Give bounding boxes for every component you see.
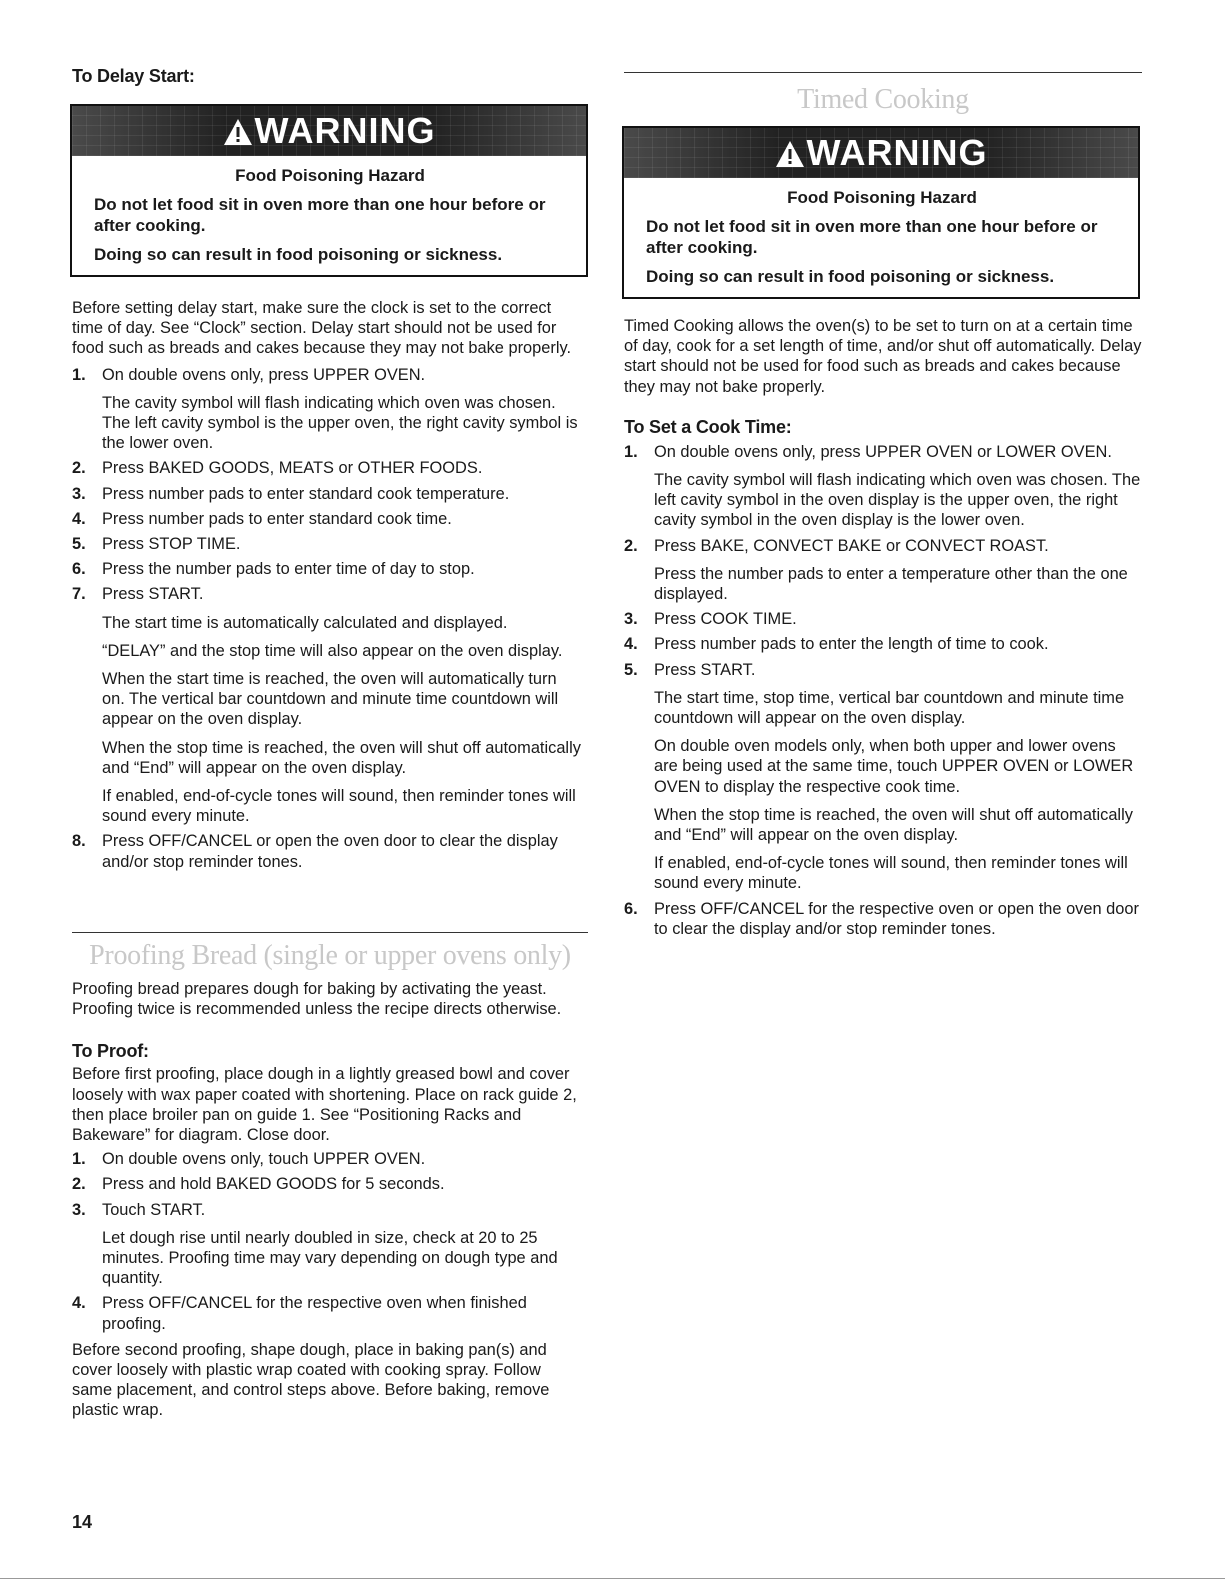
warning-word: WARNING <box>254 110 436 151</box>
step-text: Press OFF/CANCEL for the respective oven or open the oven door to clear the display and/or stop reminder tones. <box>654 899 1139 938</box>
proof-intro: Proofing bread prepares dough for baking by activating the yeast. Proofing twice is recommended unless the recipe directs otherwise. <box>72 980 562 1019</box>
step-text: Press number pads to enter standard cook temperature. <box>102 484 510 503</box>
step-detail: On double oven models only, when both upper and lower ovens are being used at the same time, touch UPPER OVEN or LOWER OVEN to display the respective cook time. <box>654 737 1134 796</box>
step-text: Press START. <box>654 660 756 679</box>
step-item <box>72 1149 584 1169</box>
section-divider <box>72 932 588 933</box>
step-number: 8. <box>72 832 86 851</box>
step-detail: If enabled, end-of-cycle tones will sound, then reminder tones will sound every minute. <box>102 787 576 826</box>
warning-box-timed <box>622 126 1140 299</box>
step-text: Press COOK TIME. <box>654 610 797 629</box>
top-divider <box>624 72 1142 73</box>
step-item <box>72 559 582 579</box>
step-text: Press START. <box>102 585 204 604</box>
step-text: Press BAKE, CONVECT BAKE or CONVECT ROAST. <box>654 536 1049 555</box>
step-item <box>624 899 1142 939</box>
step-number: 4. <box>72 509 86 528</box>
warning-line-2: Doing so can result in food poisoning or sickness. <box>94 245 503 264</box>
step-item <box>72 458 582 478</box>
step-item <box>72 509 582 529</box>
step-number: 2. <box>72 1175 86 1194</box>
timed-intro: Timed Cooking allows the oven(s) to be set to turn on at a certain time of day, cook for a set length of time, and/or shut off automatically. Delay start should not be used for food such as breads and cakes because they may not bake properly. <box>624 317 1142 396</box>
step-text: Press and hold BAKED GOODS for 5 seconds. <box>102 1175 445 1194</box>
step-text: Press OFF/CANCEL for the respective oven when finished proofing. <box>102 1294 527 1333</box>
step-item <box>624 634 1142 654</box>
proof-after: Before second proofing, shape dough, place in baking pan(s) and cover loosely with plastic wrap coated with cooking spray. Follow same placement, and control steps above. Before baking, remove plastic wrap. <box>72 1340 550 1420</box>
step-text: Press OFF/CANCEL or open the oven door to clear the display and/or stop reminder tones. <box>102 832 558 871</box>
step-detail: The start time, stop time, vertical bar countdown and minute time countdown will appear on the oven display. <box>654 688 1125 728</box>
step-item <box>72 365 582 454</box>
step-detail: When the stop time is reached, the oven will shut off automatically and “End” will appear on the oven display. <box>654 805 1133 845</box>
set-cook-time-heading: To Set a Cook Time: <box>624 416 792 437</box>
step-text: Press number pads to enter standard cook time. <box>102 509 452 528</box>
step-text: Press the number pads to enter time of day to stop. <box>102 560 475 579</box>
step-item <box>624 609 1142 629</box>
step-item <box>624 536 1142 605</box>
proofing-section-title: Proofing Bread (single or upper ovens only) <box>89 940 571 971</box>
step-text: Touch START. <box>102 1200 206 1219</box>
timed-cooking-title: Timed Cooking <box>797 84 969 115</box>
step-text: On double ovens only, touch UPPER OVEN. <box>102 1150 426 1169</box>
step-item <box>72 584 582 826</box>
step-text: On double ovens only, press UPPER OVEN or LOWER OVEN. <box>654 442 1112 461</box>
step-number: 3. <box>624 610 638 629</box>
warning-line-2: Doing so can result in food poisoning or sickness. <box>646 267 1055 286</box>
step-number: 1. <box>72 365 86 384</box>
step-item <box>72 484 582 504</box>
step-detail: When the stop time is reached, the oven will shut off automatically and “End” will appear on the oven display. <box>102 738 581 777</box>
warning-triangle-icon <box>775 140 805 168</box>
warning-banner <box>624 128 1138 178</box>
warning-title: Food Poisoning Hazard <box>787 188 977 207</box>
step-number: 7. <box>72 585 86 604</box>
step-number: 3. <box>72 484 86 503</box>
warning-line-1: Do not let food sit in oven more than one hour before or after cooking. <box>646 217 1098 257</box>
proof-steps-list <box>72 1149 584 1334</box>
step-detail: The cavity symbol will flash indicating which oven was chosen. The left cavity symbol in the oven display is the upper oven, the right cavity symbol in the oven display is the lower oven. <box>654 471 1141 530</box>
warning-box-delay <box>70 104 588 277</box>
step-detail: Let dough rise until nearly doubled in size, check at 20 to 25 minutes. Proofing time may vary depending on dough type and quantity. <box>102 1228 558 1288</box>
step-text: Press BAKED GOODS, MEATS or OTHER FOODS. <box>102 459 483 478</box>
step-item <box>72 1293 584 1333</box>
step-item <box>624 442 1142 531</box>
warning-banner <box>72 106 586 156</box>
step-number: 1. <box>72 1150 86 1169</box>
step-text: Press STOP TIME. <box>102 535 241 554</box>
step-number: 2. <box>624 536 638 555</box>
delay-start-heading: To Delay Start: <box>72 66 195 86</box>
to-proof-heading: To Proof: <box>72 1041 149 1062</box>
step-item <box>72 534 582 554</box>
delay-steps-list <box>72 365 582 872</box>
proof-before: Before first proofing, place dough in a lightly greased bowl and cover loosely with wax paper coated with shortening. Place on rack guide 2, then place broiler pan on guide 1. See “Positioning Racks and Bakeware” for diagram. Close door. <box>72 1065 577 1145</box>
timed-steps-list <box>624 442 1142 939</box>
step-item <box>72 1174 584 1194</box>
step-text: On double ovens only, press UPPER OVEN. <box>102 365 426 384</box>
step-number: 5. <box>624 660 638 679</box>
step-detail: If enabled, end-of-cycle tones will sound, then reminder tones will sound every minute. <box>654 854 1128 893</box>
bottom-edge-line <box>0 1578 1225 1579</box>
step-number: 4. <box>624 635 638 654</box>
step-item <box>72 831 582 871</box>
step-detail: The start time is automatically calculated and displayed. <box>102 613 508 632</box>
step-number: 3. <box>72 1200 86 1219</box>
warning-line-1: Do not let food sit in oven more than one hour before or after cooking. <box>94 195 546 235</box>
delay-intro: Before setting delay start, make sure the clock is set to the correct time of day. See “Clock” section. Delay start should not be used for food such as breads and cakes because they may not bake properly. <box>72 299 572 358</box>
warning-triangle-icon <box>223 118 253 146</box>
step-detail: When the start time is reached, the oven will automatically turn on. The vertical bar countdown and minute time countdown will appear on the oven display. <box>102 670 559 729</box>
step-item <box>72 1200 584 1289</box>
step-number: 2. <box>72 459 86 478</box>
step-detail: “DELAY” and the stop time will also appear on the oven display. <box>102 641 563 660</box>
step-detail: Press the number pads to enter a temperature other than the one displayed. <box>654 564 1128 604</box>
warning-word: WARNING <box>806 132 988 173</box>
step-number: 6. <box>624 899 638 918</box>
warning-title: Food Poisoning Hazard <box>235 166 425 185</box>
step-number: 6. <box>72 560 86 579</box>
step-number: 5. <box>72 535 86 554</box>
step-item <box>624 660 1142 894</box>
page-number: 14 <box>72 1512 93 1532</box>
step-number: 1. <box>624 442 638 461</box>
step-detail: The cavity symbol will flash indicating which oven was chosen. The left cavity symbol is the upper oven, the right cavity symbol is the lower oven. <box>102 393 578 453</box>
step-number: 4. <box>72 1294 86 1313</box>
step-text: Press number pads to enter the length of time to cook. <box>654 635 1049 654</box>
